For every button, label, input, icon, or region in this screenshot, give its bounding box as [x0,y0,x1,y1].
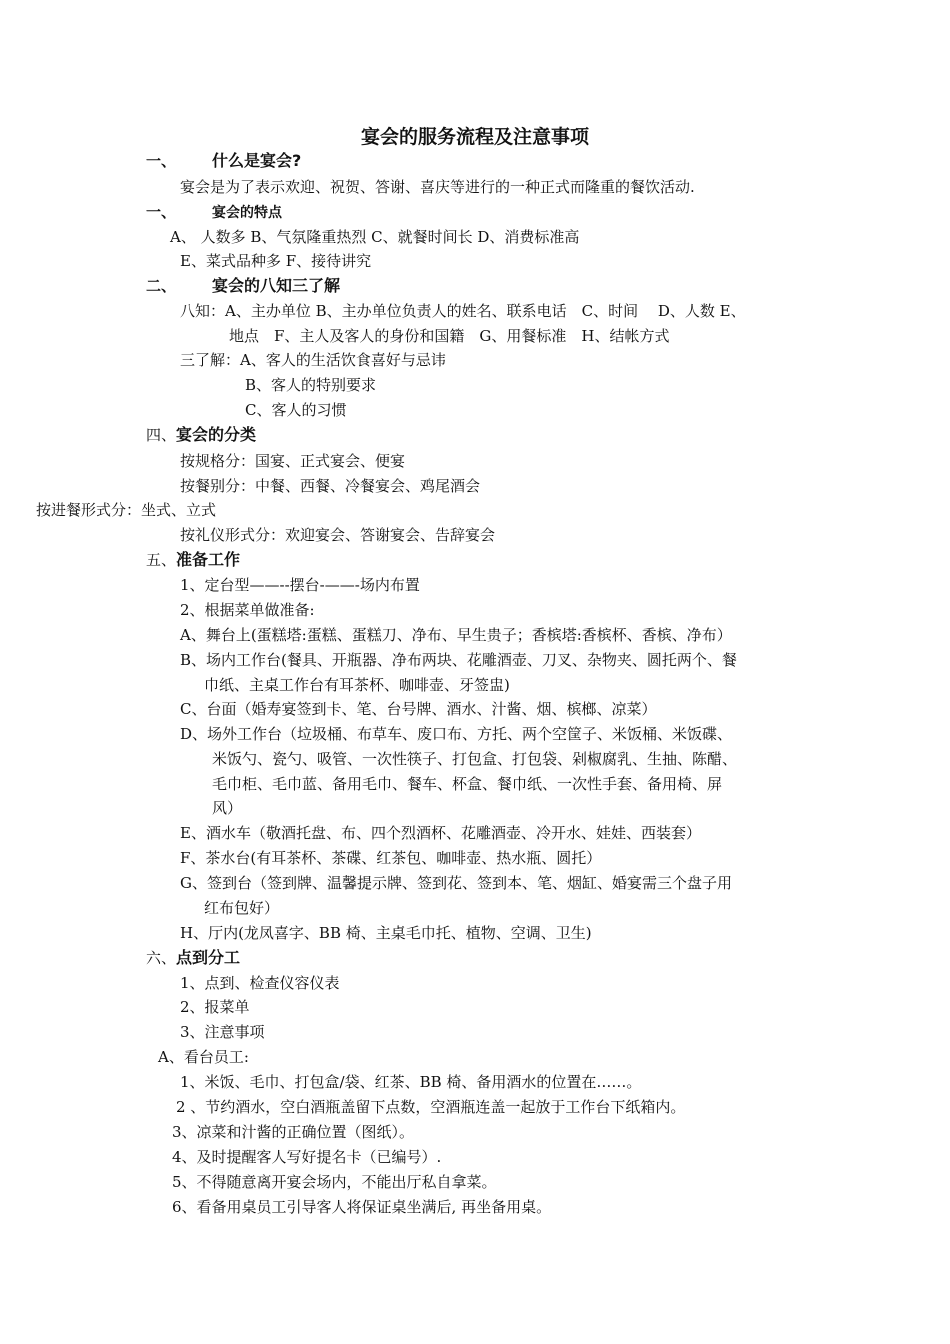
sanliaojie-line-2: B、客人的特别要求 [245,376,377,394]
section-heading-roll-call [146,947,240,969]
bazhi-line-2: 地点 F、主人及客人的身份和国籍 G、用餐标准 H、结帐方式 [229,327,670,345]
prep-line-2: 2、根据菜单做准备: [180,601,315,619]
note-item-3: 3、凉菜和汁酱的正确位置（图纸）。 [172,1123,415,1141]
note-item-4: 4、及时提醒客人写好提名卡（已编号）. [172,1148,442,1166]
section-number: 五、 [146,551,177,569]
prep-item-d-line-1: D、场外工作台（垃圾桶、布草车、废口布、方托、两个空筐子、米饭桶、米饭碟、 [180,725,733,743]
section-heading-classification [146,424,256,446]
prep-item-g-line-2: 红布包好） [204,899,280,917]
rollcall-line-2: 2、报菜单 [180,998,250,1016]
note-item-2: 2 、节约酒水，空白酒瓶盖留下点数，空酒瓶连盖一起放于工作台下纸箱内。 [176,1098,686,1116]
prep-item-b-line-1: B、场内工作台(餐具、开瓶器、净布两块、花雕酒壶、刀叉、杂物夹、圆托两个、餐 [180,651,737,669]
prep-item-h: H、厅内(龙凤喜字、BB 椅、主桌毛巾托、植物、空调、卫生) [180,924,592,942]
prep-item-b-line-2: 巾纸、主桌工作台有耳茶杯、咖啡壶、牙签盅) [204,676,510,694]
features-line-2: E、菜式品种多 F、接待讲究 [180,252,372,270]
classification-line-3: 按进餐形式分：坐式、立式 [36,501,217,519]
paragraph-definition: 宴会是为了表示欢迎、祝贺、答谢、喜庆等进行的一种正式而隆重的餐饮活动. [180,178,695,196]
section-number: 一、 [146,152,177,170]
section-title: 宴会的八知三了解 [212,276,341,295]
rollcall-line-1: 1、点到、检查仪容仪表 [180,974,340,992]
section-heading-preparation [146,549,240,571]
rollcall-sub-heading-a: A、看台员工: [158,1048,249,1066]
prep-item-d-line-3: 毛巾柜、毛巾蓝、备用毛巾、餐车、杯盒、餐巾纸、一次性手套、备用椅、屏 [212,775,723,793]
section-number: 二、 [146,277,177,295]
prep-item-f: F、茶水台(有耳茶杯、茶碟、红茶包、咖啡壶、热水瓶、圆托） [180,849,602,867]
section-number: 一、 [146,203,177,221]
note-item-1: 1、米饭、毛巾、打包盒/袋、红茶、BB 椅、备用酒水的位置在……。 [180,1073,642,1091]
page-title: 宴会的服务流程及注意事项 [360,126,589,148]
features-line-1: A、 人数多 B、气氛隆重热烈 C、就餐时间长 D、消费标准高 [170,228,580,246]
prep-item-d-line-4: 风） [212,799,243,817]
prep-item-a: A、舞台上(蛋糕塔:蛋糕、蛋糕刀、净布、早生贵子；香槟塔:香槟杯、香槟、净布） [180,626,732,644]
classification-line-4: 按礼仪形式分：欢迎宴会、答谢宴会、告辞宴会 [180,526,496,544]
prep-item-g-line-1: G、签到台（签到牌、温馨提示牌、签到花、签到本、笔、烟缸、婚宴需三个盘子用 [180,874,732,892]
sanliaojie-line-1: 三了解：A、客人的生活饮食喜好与忌讳 [180,351,446,369]
section-heading-features [146,201,282,224]
section-number: 四、 [146,426,177,444]
section-title: 点到分工 [176,948,241,967]
prep-item-e: E、酒水车（敬酒托盘、布、四个烈酒杯、花雕酒壶、冷开水、娃娃、西装套） [180,824,701,842]
classification-line-2: 按餐别分：中餐、西餐、冷餐宴会、鸡尾酒会 [180,477,481,495]
sanliaojie-line-3: C、客人的习惯 [245,401,347,419]
prep-item-d-line-2: 米饭勺、瓷勺、吸管、一次性筷子、打包盒、打包袋、剁椒腐乳、生抽、陈醋、 [212,750,738,768]
section-title: 什么是宴会? [212,151,302,170]
note-item-6: 6、看备用桌员工引导客人将保证桌坐满后, 再坐备用桌。 [172,1198,552,1216]
bazhi-line-1: 八知：A、主办单位 B、主办单位负责人的姓名、联系电话 C、时间 D、人数 E、 [180,302,746,320]
classification-line-1: 按规格分：国宴、正式宴会、便宴 [180,452,406,470]
rollcall-line-3: 3、注意事项 [180,1023,265,1041]
section-number: 六、 [146,949,177,967]
section-heading-what-is-banquet [146,150,301,172]
section-title: 宴会的分类 [176,425,257,444]
section-heading-eight-three [146,275,340,297]
section-title: 准备工作 [176,550,241,569]
prep-line-1: 1、定台型——--摆台-——-场内布置 [180,576,420,594]
note-item-5: 5、不得随意离开宴会场内，不能出厅私自拿菜。 [172,1173,497,1191]
section-title: 宴会的特点 [212,205,282,221]
prep-item-c: C、台面（婚寿宴签到卡、笔、台号牌、酒水、汁酱、烟、槟榔、凉菜） [180,700,657,718]
